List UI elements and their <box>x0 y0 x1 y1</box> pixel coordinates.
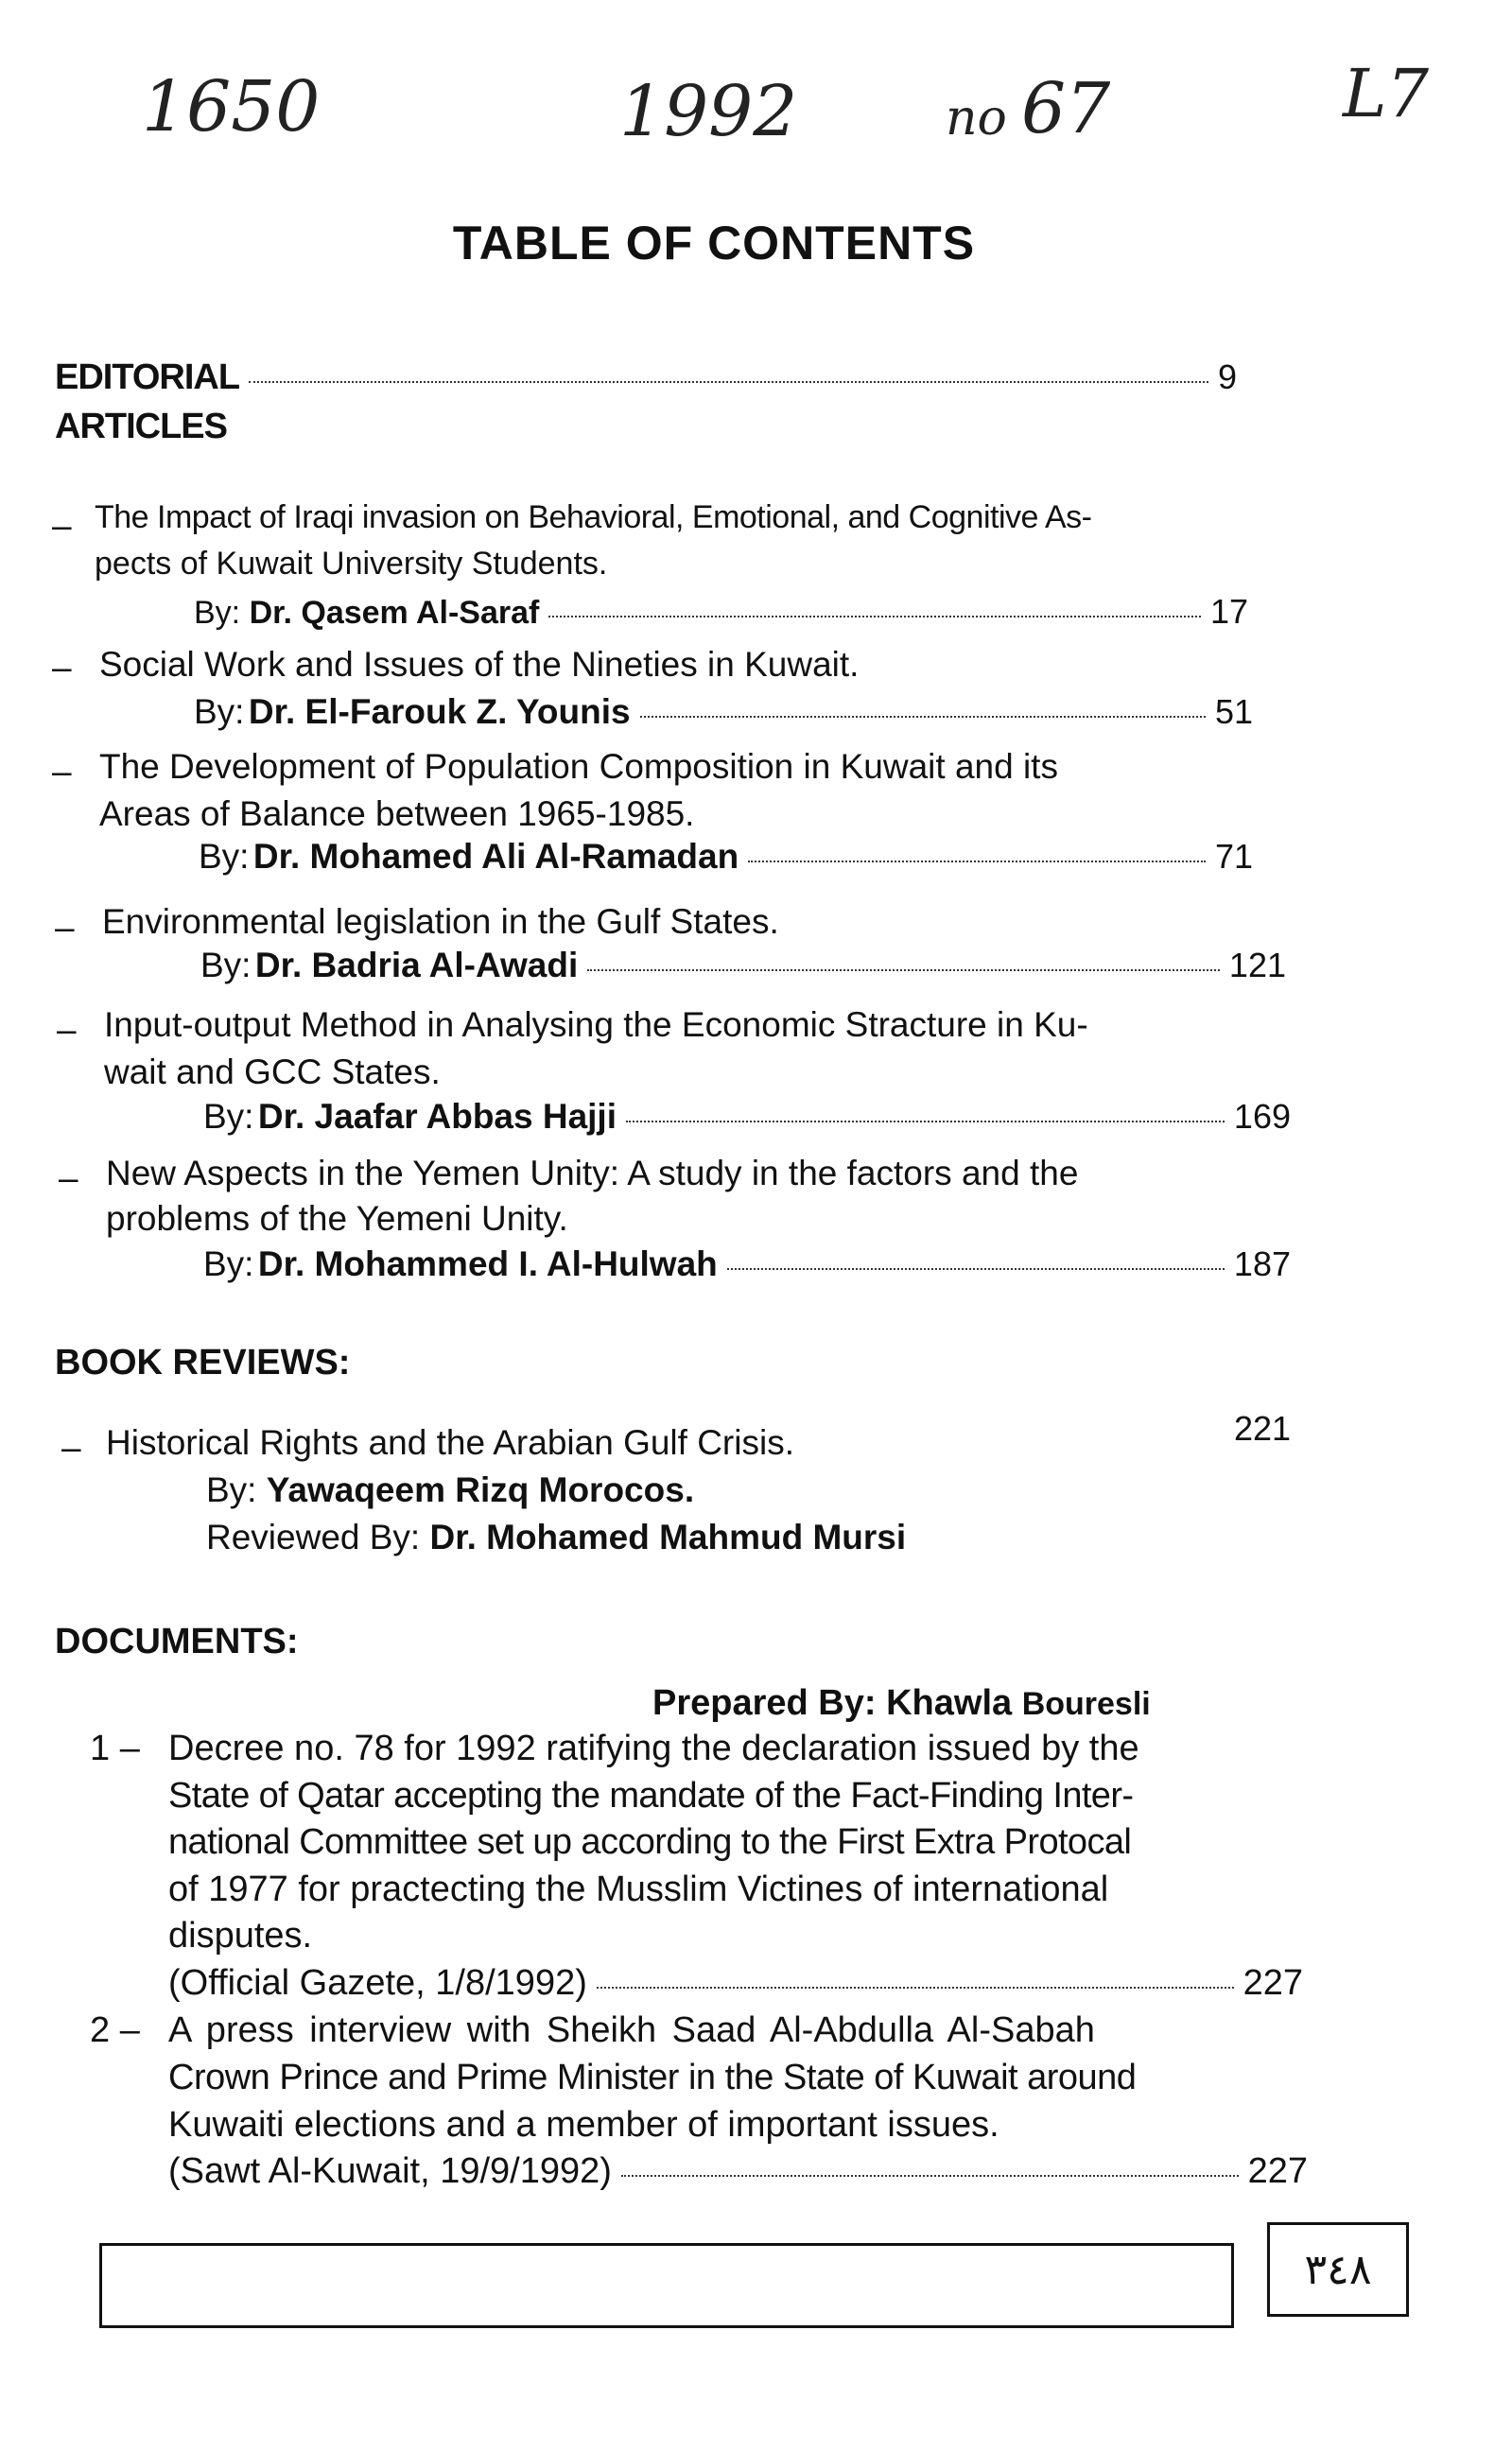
document-text-line: A press interview with Sheikh Saad Al-Abdulla Al-Sabah <box>168 2010 1095 2050</box>
article-title-line: pects of Kuwait University Students. <box>95 546 608 582</box>
article-title-line: Environmental legislation in the Gulf States. <box>102 902 779 941</box>
document-number: 2 – <box>90 2010 140 2050</box>
page-number: 227 <box>1247 2151 1308 2191</box>
entry-dash: – <box>52 648 72 687</box>
entry-dash: – <box>57 1010 77 1049</box>
document-source: (Sawt Al-Kuwait, 19/9/1992) <box>168 2151 612 2191</box>
article-byline <box>203 1097 1291 1137</box>
article-title-line: Input-output Method in Analysing the Economic Stracture in Ku- <box>104 1005 1088 1044</box>
author-name: Dr. Mohammed I. Al-Hulwah <box>257 1244 718 1283</box>
handwritten-note: no <box>946 90 1007 147</box>
prepared-by-name: Bouresli <box>1021 1686 1151 1722</box>
page-number: 51 <box>1214 692 1253 731</box>
leader-dots <box>640 716 1206 718</box>
document-source-row <box>168 2151 1308 2192</box>
author-name: Dr. Badria Al-Awadi <box>254 946 579 984</box>
leader-dots <box>621 2175 1239 2177</box>
reviewer-name: Dr. Mohamed Mahmud Mursi <box>429 1518 907 1556</box>
page-number: 227 <box>1243 1963 1303 2003</box>
handwritten-note: 1650 <box>142 66 321 148</box>
article-title-line: Areas of Balance between 1965-1985. <box>99 794 695 833</box>
article-title-line: The Impact of Iraqi invasion on Behavioral, Emotional, and Cognitive As- <box>95 499 1092 535</box>
section-label-documents: DOCUMENTS: <box>55 1622 299 1661</box>
page-number: 121 <box>1228 946 1286 984</box>
leader-dots <box>626 1121 1225 1122</box>
document-text-line: national Committee set up according to the First Extra Protocal <box>168 1822 1132 1862</box>
reviewed-by-label: Reviewed By: <box>206 1518 421 1556</box>
by-label: By: <box>199 837 250 876</box>
document-number: 1 – <box>90 1729 140 1768</box>
by-label: By: <box>200 946 252 984</box>
author-name: Yawaqeem Rizq Morocos. <box>266 1470 695 1509</box>
document-source: (Official Gazete, 1/8/1992) <box>168 1963 587 2003</box>
article-byline <box>203 1244 1291 1284</box>
handwritten-note: 1992 <box>619 71 798 152</box>
article-title-line: The Development of Population Composition in Kuwait and its <box>99 747 1058 786</box>
leader-dots <box>548 616 1201 617</box>
document-source-row <box>168 1963 1303 2004</box>
author-name: Dr. Jaafar Abbas Hajji <box>257 1097 617 1136</box>
handwritten-note: 67 <box>1021 68 1111 149</box>
review-title: Historical Rights and the Arabian Gulf Crisis. <box>106 1423 794 1462</box>
section-label-book-reviews: BOOK REVIEWS: <box>55 1343 351 1383</box>
footer-page-number: ٣٤٨ <box>1267 2222 1409 2317</box>
author-name: Dr. El-Farouk Z. Younis <box>248 692 631 731</box>
page-number: 9 <box>1217 357 1237 396</box>
leader-dots <box>587 969 1220 971</box>
prepared-by <box>652 1683 1151 1724</box>
page-title: TABLE OF CONTENTS <box>452 217 976 270</box>
author-name: Dr. Qasem Al-Saraf <box>249 595 540 631</box>
handwritten-note: L7 <box>1343 55 1430 132</box>
article-title-line: New Aspects in the Yemen Unity: A study in the factors and the <box>106 1154 1079 1192</box>
document-text-line: State of Qatar accepting the mandate of the Fact-Finding Inter- <box>168 1776 1134 1816</box>
footer-box <box>99 2243 1234 2328</box>
section-label-editorial: EDITORIAL <box>55 357 240 397</box>
article-title-line: problems of the Yemeni Unity. <box>106 1199 568 1238</box>
by-label: By: <box>194 692 245 731</box>
author-name: Dr. Mohamed Ali Al-Ramadan <box>252 837 739 876</box>
by-label: By: <box>206 1470 257 1509</box>
article-byline <box>200 946 1286 985</box>
leader-dots <box>249 381 1208 383</box>
by-label: By: <box>203 1097 254 1136</box>
page-number: 71 <box>1214 837 1253 876</box>
entry-dash: – <box>59 1158 78 1197</box>
by-label: By: <box>203 1244 254 1283</box>
page-number: 169 <box>1233 1097 1291 1136</box>
article-byline <box>199 837 1253 877</box>
document-text-line: Decree no. 78 for 1992 ratifying the declaration issued by the <box>168 1729 1139 1768</box>
reviewer-line <box>206 1518 906 1557</box>
leader-dots <box>597 1987 1234 1989</box>
page-number: 187 <box>1233 1244 1291 1283</box>
by-label: By: <box>194 595 241 631</box>
leader-dots <box>748 861 1206 862</box>
section-label-articles: ARTICLES <box>55 407 227 446</box>
entry-dash: – <box>52 752 72 791</box>
review-author-line <box>206 1470 694 1510</box>
document-text-line: Crown Prince and Prime Minister in the State of Kuwait around <box>168 2058 1137 2097</box>
prepared-by-label: Prepared By: Khawla <box>652 1683 1013 1723</box>
document-text-line: disputes. <box>168 1916 313 1956</box>
leader-dots <box>727 1268 1225 1270</box>
toc-entry-editorial <box>55 357 1237 398</box>
article-byline <box>194 692 1253 732</box>
page-number: 221 <box>1234 1409 1292 1448</box>
entry-dash: – <box>52 506 72 545</box>
article-title-line: wait and GCC States. <box>104 1052 441 1091</box>
entry-dash: – <box>61 1428 81 1467</box>
article-title-line: Social Work and Issues of the Nineties in Kuwait. <box>99 645 860 684</box>
document-text-line: Kuwaiti elections and a member of important issues. <box>168 2105 999 2145</box>
entry-dash: – <box>55 908 75 947</box>
document-text-line: of 1977 for practecting the Musslim Victines of international <box>168 1869 1109 1909</box>
article-byline <box>194 592 1248 632</box>
page-number: 17 <box>1209 592 1248 631</box>
